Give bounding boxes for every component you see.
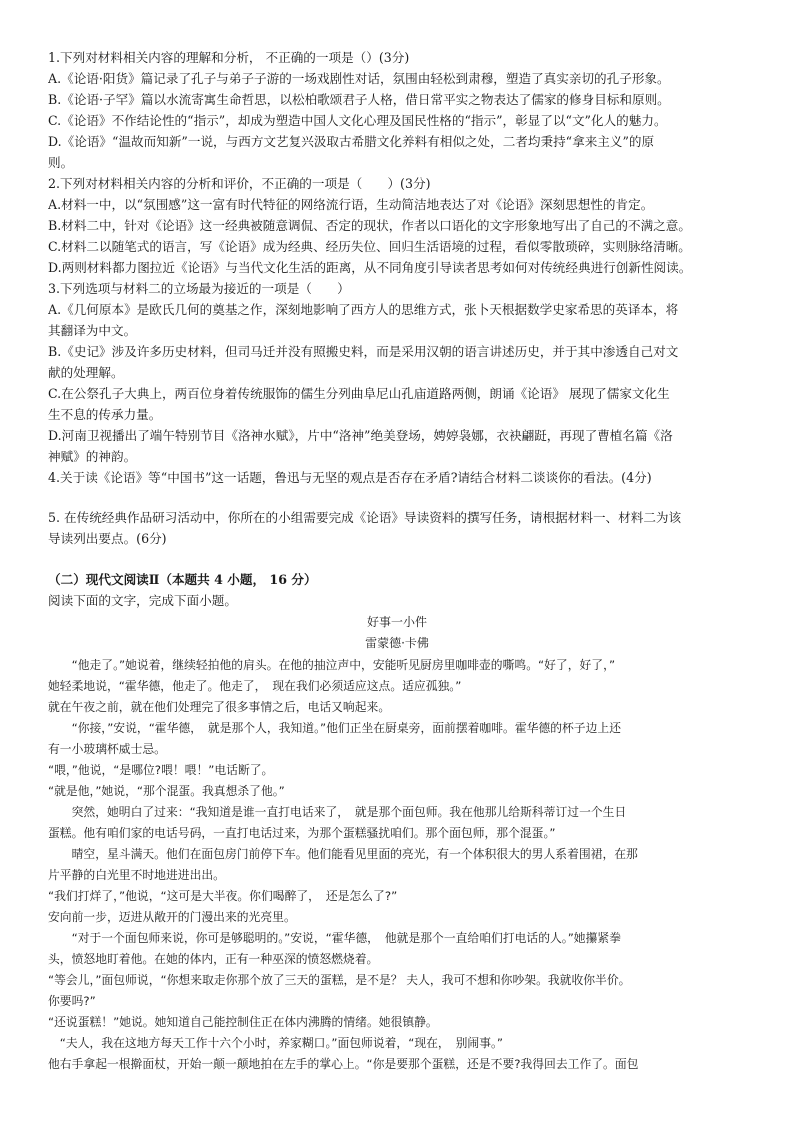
story-line: “我们打烊了，”他说，“这可是大半夜。你们喝醉了， 还是怎么了?” [48,889,398,903]
q1-option-b: B.《论语·子罕》篇以水流寄寓生命哲思，以松柏歌颂君子人格，借日常平实之物表达了儒家的修身目标和原则。 [48,92,670,107]
q5-stem-cont: 导读列出要点。(6分) [48,531,167,546]
story-line: 片平静的白光里不时地进进出出。 [48,868,225,882]
story-line: 安向前一步，迈进从敞开的门漫出来的光亮里。 [48,910,296,924]
story-line: “喂，”他说，“是哪位?喂！喂！”电话断了。 [48,763,274,777]
story-line: “还说蛋糕！”她说。她知道自己能控制住正在体内沸腾的情绪。她很镇静。 [48,1015,438,1029]
story-line: 她轻柔地说，“霍华德，他走了。他走了， 现在我们必须适应这点。适应孤独。” [48,679,462,693]
q3-option-b: B.《史记》涉及许多历史材料，但司马迁并没有照搬史料，而是采用汉朝的语言讲述历史，并于其中渗透自己对文 [48,344,679,359]
q1-option-d: D.《论语》“温故而知新”一说，与西方文艺复兴汲取古希腊文化养料有相似之处，二者均秉持“拿来主义”的原 [48,134,655,149]
q1-stem: 1.下列对材料相关内容的理解和分析， 不正确的一项是（）(3分) [48,50,410,65]
q2-option-b: B.材料二中，针对《论语》这一经典被随意调侃、否定的现状，作者以口语化的文字形象地写出了自己的不满之意。 [48,218,691,233]
q2-option-a: A.材料一中，以“氛围感”这一富有时代特征的网络流行语，生动简洁地表达了对《论语》深刻思想性的肯定。 [48,197,654,212]
q1-option-a: A.《论语·阳货》篇记录了孔子与弟子子游的一场戏剧性对话，氛围由轻松到肃穆，塑造了真实亲切的孔子形象。 [48,71,670,86]
q2-option-d: D.两则材料都力图拉近《论语》与当代文化生活的距离，从不同角度引导读者思考如何对传统经典进行创新性阅读。 [48,260,692,275]
story-line: “夫人，我在这地方每天工作十六个小时，养家糊口。”面包师说着，“现在， 别闹事。” [48,1036,504,1050]
story-author: 雷蒙德·卡佛 [365,636,429,650]
story-line: 突然，她明白了过来：“我知道是谁一直打电话来了， 就是那个面包师。我在他那儿给斯科蒂订过一个生日 [48,805,627,819]
q3-option-c-cont: 生不息的传承力量。 [48,407,162,422]
story-line: 你要吗?” [48,994,96,1008]
section-heading: （二）现代文阅读Ⅱ（本题共 4 小题， 16 分） [48,572,317,587]
story-line: 晴空，星斗满天。他们在面包房门前停下车。他们能看见里面的亮光，有一个体积很大的男人系着围裙，在那 [48,847,638,861]
story-line: 他右手拿起一根擀面杖，开始一颠一颠地拍在左手的掌心上。“你是要那个蛋糕，还是不要?我得回去工作了。面包 [48,1057,639,1071]
story-line: “就是他，”她说，“那个混蛋。我真想杀了他。” [48,784,285,798]
q2-option-c: C.材料二以随笔式的语言，写《论语》成为经典、经历失位、回归生活语境的过程，看似零散琐碎，实则脉络清晰。 [48,239,691,254]
story-line: 蛋糕。他有咱们家的电话号码，一直打电话过来，为那个蛋糕骚扰咱们。那个面包师，那个混蛋。” [48,826,556,840]
story-title: 好事一小件 [366,615,427,629]
q1-option-d-cont: 则。 [48,155,74,170]
q3-option-c: C.在公祭孔子大典上，两百位身着传统服饰的儒生分列曲阜尼山孔庙道路两侧，朗诵《论语》 展现了儒家文化生 [48,386,670,401]
story-line: “他走了。”她说着，继续轻拍他的肩头。在他的抽泣声中，安能听见厨房里咖啡壶的嘶鸣。“好了，好了，” [48,658,616,672]
q3-option-b-cont: 献的处理解。 [48,365,124,380]
q1-option-c: C.《论语》不作结论性的“指示”，却成为塑造中国人文化心理及国民性格的“指示”，彰显了以“文”化人的魅力。 [48,113,667,128]
story-line: “你接，”安说，“霍华德， 就是那个人，我知道。”他们正坐在厨桌旁，面前摆着咖啡。霍华德的杯子边上还 [48,721,621,735]
q2-stem: 2.下列对材料相关内容的分析和评价，不正确的一项是（ ）(3分) [48,176,431,191]
q5-stem: 5. 在传统经典作品研习活动中，你所在的小组需要完成《论语》导读资料的撰写任务，请根据材料一、材料二为该 [48,510,682,525]
q3-option-a-cont: 其翻译为中文。 [48,323,137,338]
q3-option-d: D.河南卫视播出了端午特别节目《洛神水赋》，片中“洛神”绝美登场，娉婷袅娜，衣袂翩跹，再现了曹植名篇《洛 [48,428,673,443]
q3-stem: 3.下列选项与材料二的立场最为接近的一项是（ ） [48,281,350,296]
story-line: 有一小玻璃杯威士忌。 [48,742,166,756]
story-line: “对于一个面包师来说，你可是够聪明的。”安说，“霍华德， 他就是那个一直给咱们打电话的人。”她攥紧拳 [48,931,621,945]
story-line: “等会儿，”面包师说，“你想来取走你那个放了三天的蛋糕，是不是？ 夫人，我可不想和你吵架。我就收你半价。 [48,973,631,987]
q4-stem: 4.关于读《论语》等“中国书”这一话题，鲁迅与无坚的观点是否存在矛盾?请结合材料二谈谈你的看法。(4分) [48,470,652,485]
q3-option-a: A.《几何原本》是欧氏几何的奠基之作，深刻地影响了西方人的思维方式，张卜天根据数学史家希思的英译本，将 [48,302,679,317]
story-line: 头，愤怒地盯着他。在她的体内，正有一种巫深的愤怒燃烧着。 [48,952,379,966]
section-instruction: 阅读下面的文字，完成下面小题。 [48,593,237,608]
story-line: 就在午夜之前，就在他们处理完了很多事情之后，电话又响起来。 [48,700,391,714]
q3-option-d-cont: 神赋》的神韵。 [48,449,137,464]
